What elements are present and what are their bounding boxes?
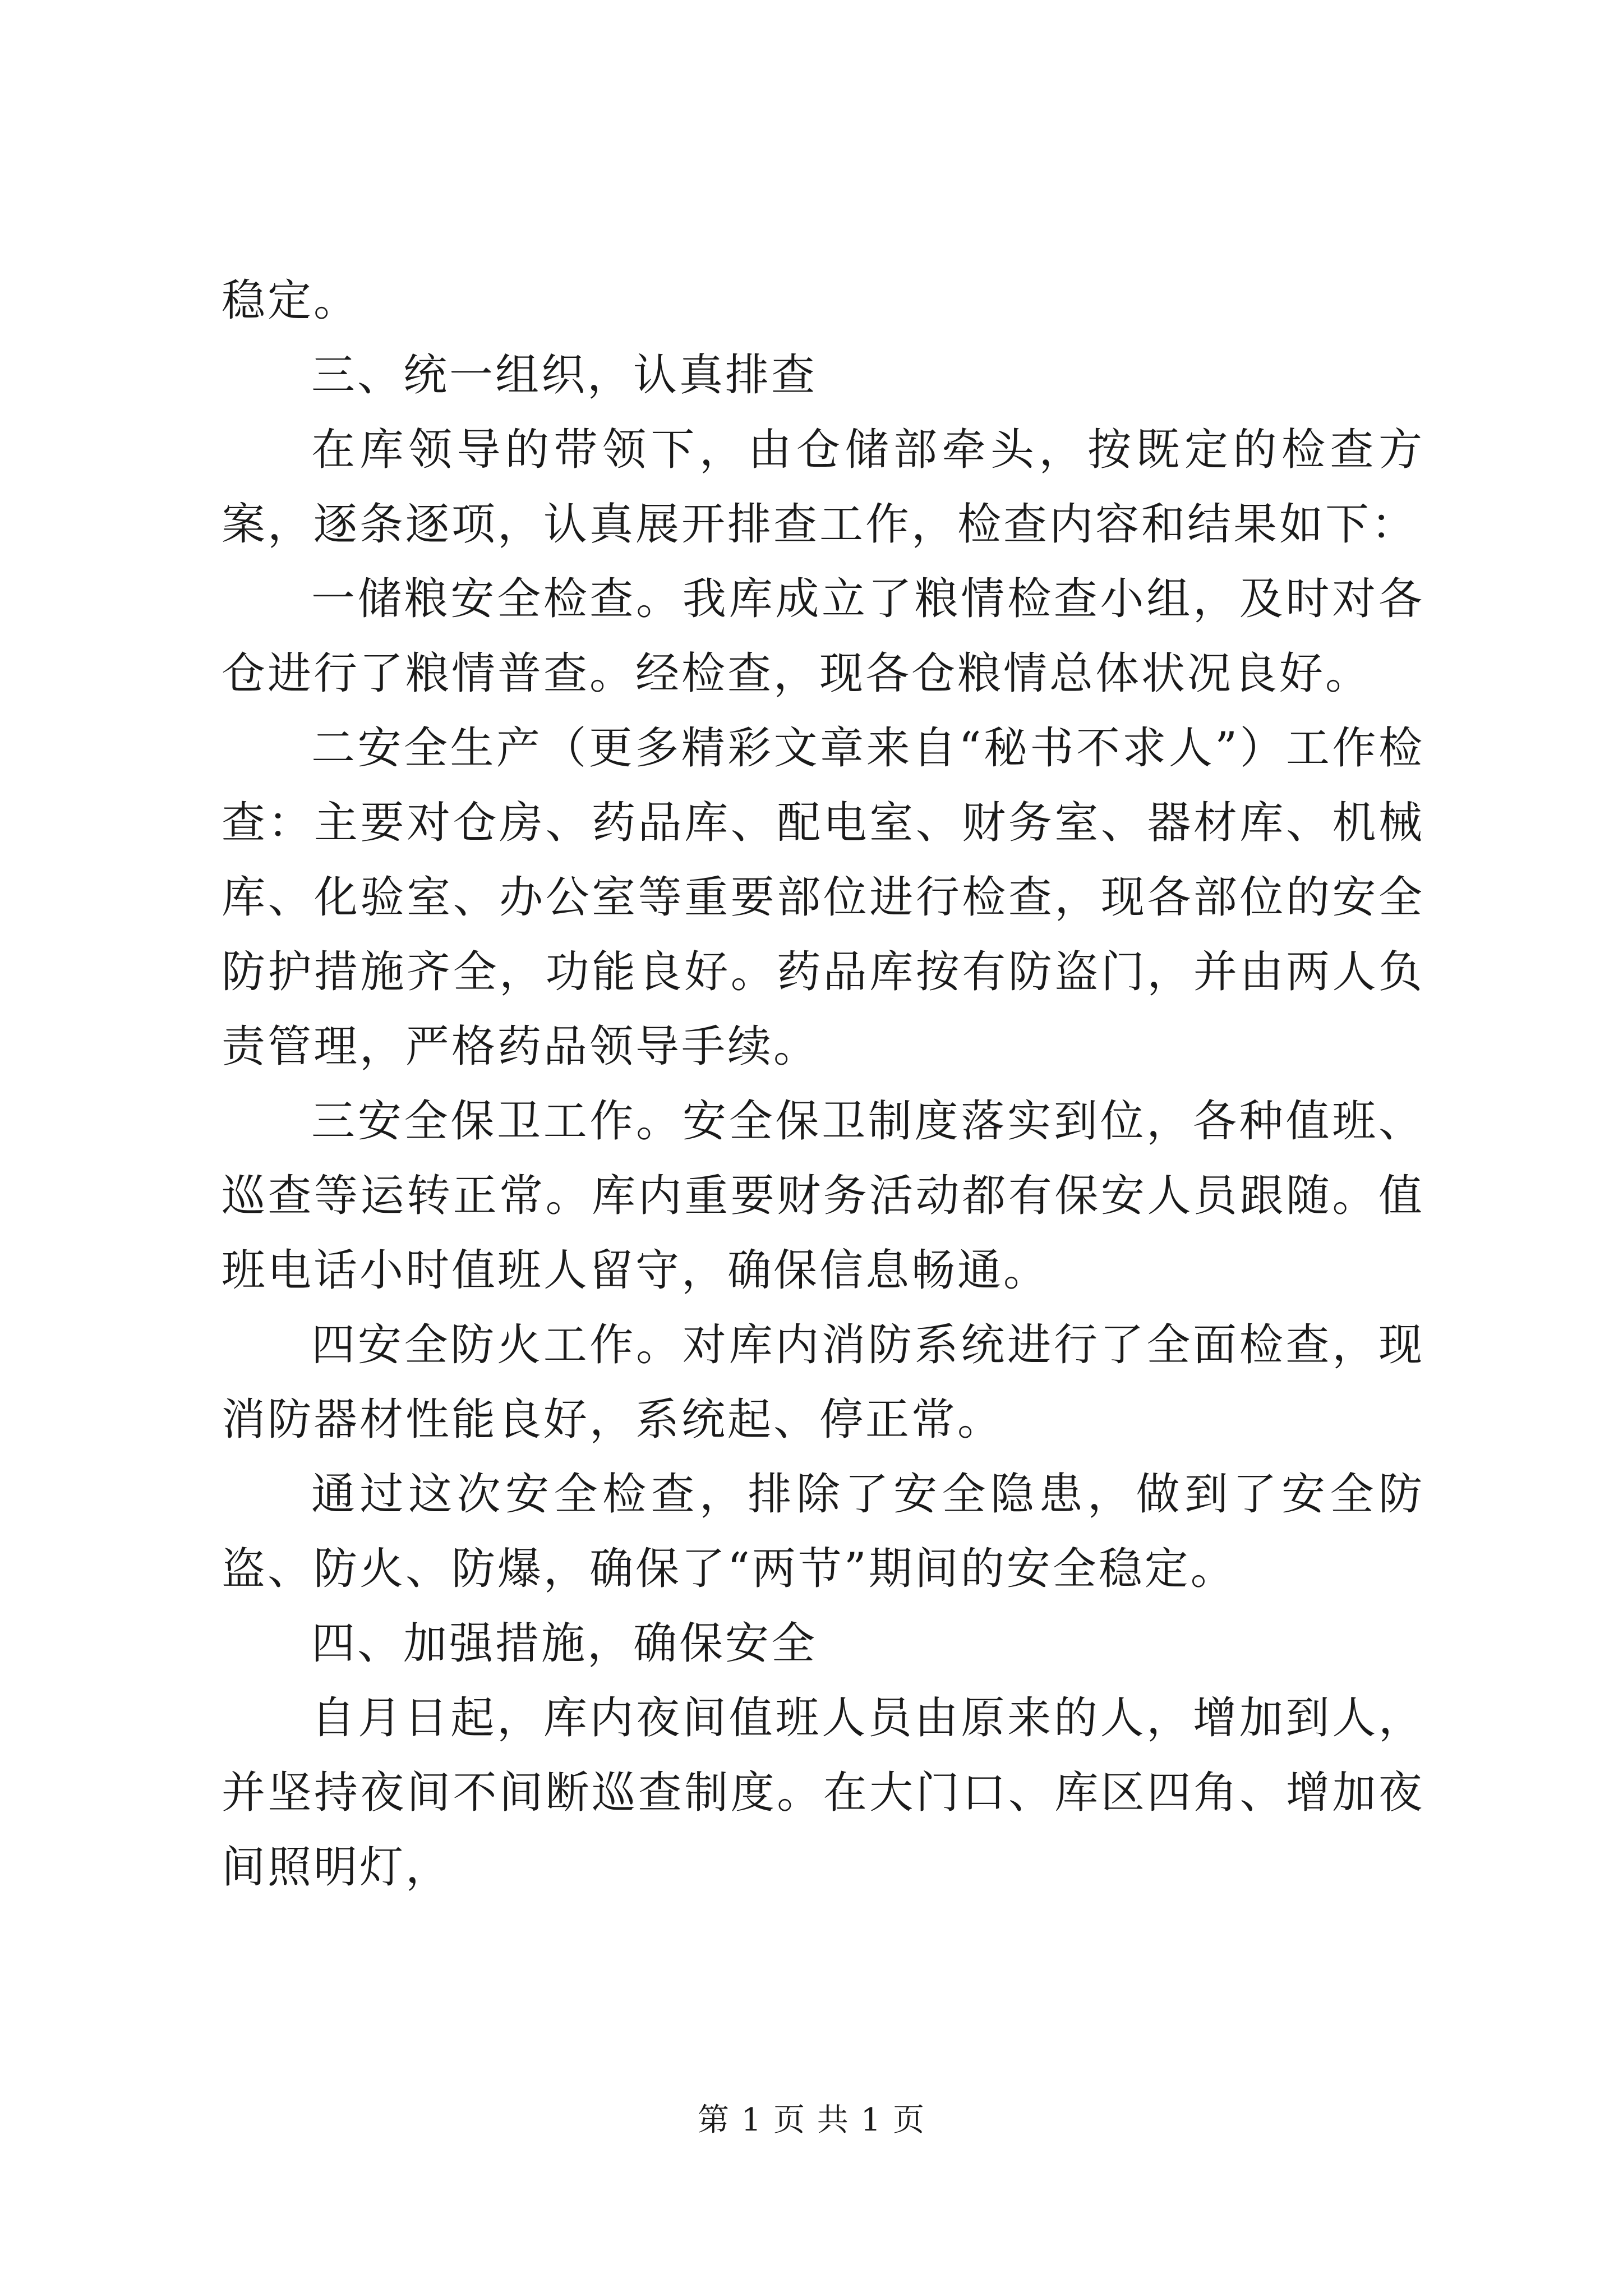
paragraph-7: 通过这次安全检查，排除了安全隐患，做到了安全防盗、防火、防爆，确保了“两节”期间的安全稳定。 [222, 1469, 1424, 1594]
section-heading-3: 三、统一组织，认真排查 [311, 350, 818, 401]
paragraph-3: 一储粮安全检查。我库成立了粮情检查小组，及时对各仓进行了粮情普查。经检查，现各仓粮情总体状况良好。 [222, 574, 1424, 699]
paragraph-8: 自月日起，库内夜间值班人员由原来的人，增加到人，并坚持夜间不间断巡查制度。在大门口、库区四角、增加夜间照明灯， [222, 1693, 1424, 1893]
section-heading-4: 四、加强措施，确保安全 [311, 1618, 818, 1669]
document-body [222, 264, 1424, 1905]
paragraph-5: 三安全保卫工作。安全保卫制度落实到位，各种值班、巡查等运转正常。库内重要财务活动都有保安人员跟随。值班电话小时值班人留守，确保信息畅通。 [222, 1096, 1424, 1296]
paragraph-2: 在库领导的带领下，由仓储部牵头，按既定的检查方案，逐条逐项，认真展开排查工作，检查内容和结果如下： [222, 425, 1424, 550]
paragraph-4: 二安全生产（更多精彩文章来自“秘书不求人”）工作检查：主要对仓房、药品库、配电室、财务室、器材库、机械库、化验室、办公室等重要部位进行检查，现各部位的安全防护措施齐全，功能良好。药品库按有防盗门，并由两人负责管理，严格药品领导手续。 [222, 723, 1424, 1072]
paragraph-1: 稳定。 [222, 275, 360, 326]
page-footer: 第 1 页 共 1 页 [697, 2102, 926, 2138]
paragraph-6: 四安全防火工作。对库内消防系统进行了全面检查，现消防器材性能良好，系统起、停正常。 [222, 1320, 1424, 1445]
